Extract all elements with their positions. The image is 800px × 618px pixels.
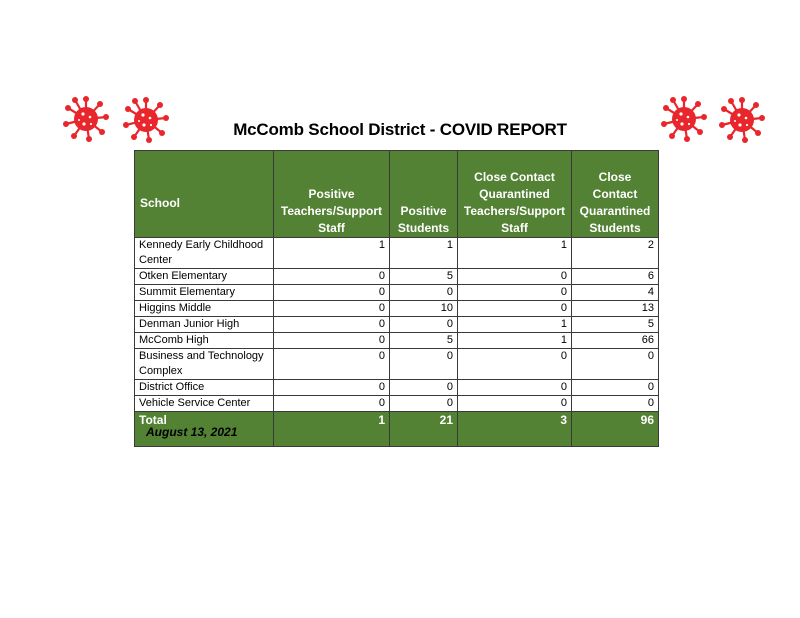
column-header-close-contact-students: Close Contact Quarantined Students — [572, 151, 659, 238]
positive-staff-value: 0 — [274, 333, 390, 349]
school-name: Higgins Middle — [135, 301, 274, 317]
table-header-row — [135, 151, 659, 238]
school-name: Otken Elementary — [135, 269, 274, 285]
positive-staff-value: 0 — [274, 349, 390, 380]
table-row — [135, 333, 659, 349]
positive-students-value: 5 — [390, 333, 458, 349]
close-contact-staff-value: 1 — [458, 317, 572, 333]
column-header-close-contact-staff: Close Contact Quarantined Teachers/Support Staff — [458, 151, 572, 238]
positive-students-value: 0 — [390, 317, 458, 333]
column-header-positive-students: Positive Students — [390, 151, 458, 238]
table-row — [135, 238, 659, 269]
close-contact-staff-value: 0 — [458, 301, 572, 317]
positive-students-value: 10 — [390, 301, 458, 317]
school-name: McComb High — [135, 333, 274, 349]
close-contact-students-value: 0 — [572, 349, 659, 380]
positive-staff-value: 0 — [274, 269, 390, 285]
total-positive-students: 21 — [390, 412, 458, 447]
table-row — [135, 285, 659, 301]
covid-report-table — [134, 150, 659, 447]
close-contact-students-value: 0 — [572, 396, 659, 412]
total-close-contact-students: 96 — [572, 412, 659, 447]
page-title: McComb School District - COVID REPORT — [233, 120, 567, 139]
positive-students-value: 1 — [390, 238, 458, 269]
school-name: District Office — [135, 380, 274, 396]
close-contact-staff-value: 0 — [458, 396, 572, 412]
positive-staff-value: 1 — [274, 238, 390, 269]
table-row — [135, 396, 659, 412]
close-contact-staff-value: 0 — [458, 380, 572, 396]
table-row — [135, 349, 659, 380]
close-contact-staff-value: 0 — [458, 349, 572, 380]
positive-students-value: 5 — [390, 269, 458, 285]
report-date: August 13, 2021 — [146, 425, 238, 439]
close-contact-students-value: 0 — [572, 380, 659, 396]
column-header-school: School — [135, 151, 274, 238]
close-contact-staff-value: 1 — [458, 238, 572, 269]
positive-staff-value: 0 — [274, 317, 390, 333]
table-row — [135, 380, 659, 396]
close-contact-students-value: 13 — [572, 301, 659, 317]
close-contact-students-value: 5 — [572, 317, 659, 333]
close-contact-staff-value: 1 — [458, 333, 572, 349]
school-name: Business and Technology Complex — [135, 349, 274, 380]
close-contact-students-value: 4 — [572, 285, 659, 301]
school-name: Summit Elementary — [135, 285, 274, 301]
table-row — [135, 301, 659, 317]
close-contact-students-value: 6 — [572, 269, 659, 285]
positive-students-value: 0 — [390, 285, 458, 301]
school-name: Kennedy Early Childhood Center — [135, 238, 274, 269]
positive-students-value: 0 — [390, 380, 458, 396]
positive-staff-value: 0 — [274, 380, 390, 396]
table-row — [135, 317, 659, 333]
total-positive-staff: 1 — [274, 412, 390, 447]
table-row — [135, 269, 659, 285]
positive-staff-value: 0 — [274, 301, 390, 317]
positive-staff-value: 0 — [274, 285, 390, 301]
positive-students-value: 0 — [390, 349, 458, 380]
close-contact-staff-value: 0 — [458, 269, 572, 285]
positive-staff-value: 0 — [274, 396, 390, 412]
positive-students-value: 0 — [390, 396, 458, 412]
close-contact-students-value: 66 — [572, 333, 659, 349]
school-name: Vehicle Service Center — [135, 396, 274, 412]
total-label: Total — [135, 412, 274, 447]
close-contact-students-value: 2 — [572, 238, 659, 269]
total-close-contact-staff: 3 — [458, 412, 572, 447]
school-name: Denman Junior High — [135, 317, 274, 333]
column-header-positive-staff: Positive Teachers/Support Staff — [274, 151, 390, 238]
close-contact-staff-value: 0 — [458, 285, 572, 301]
